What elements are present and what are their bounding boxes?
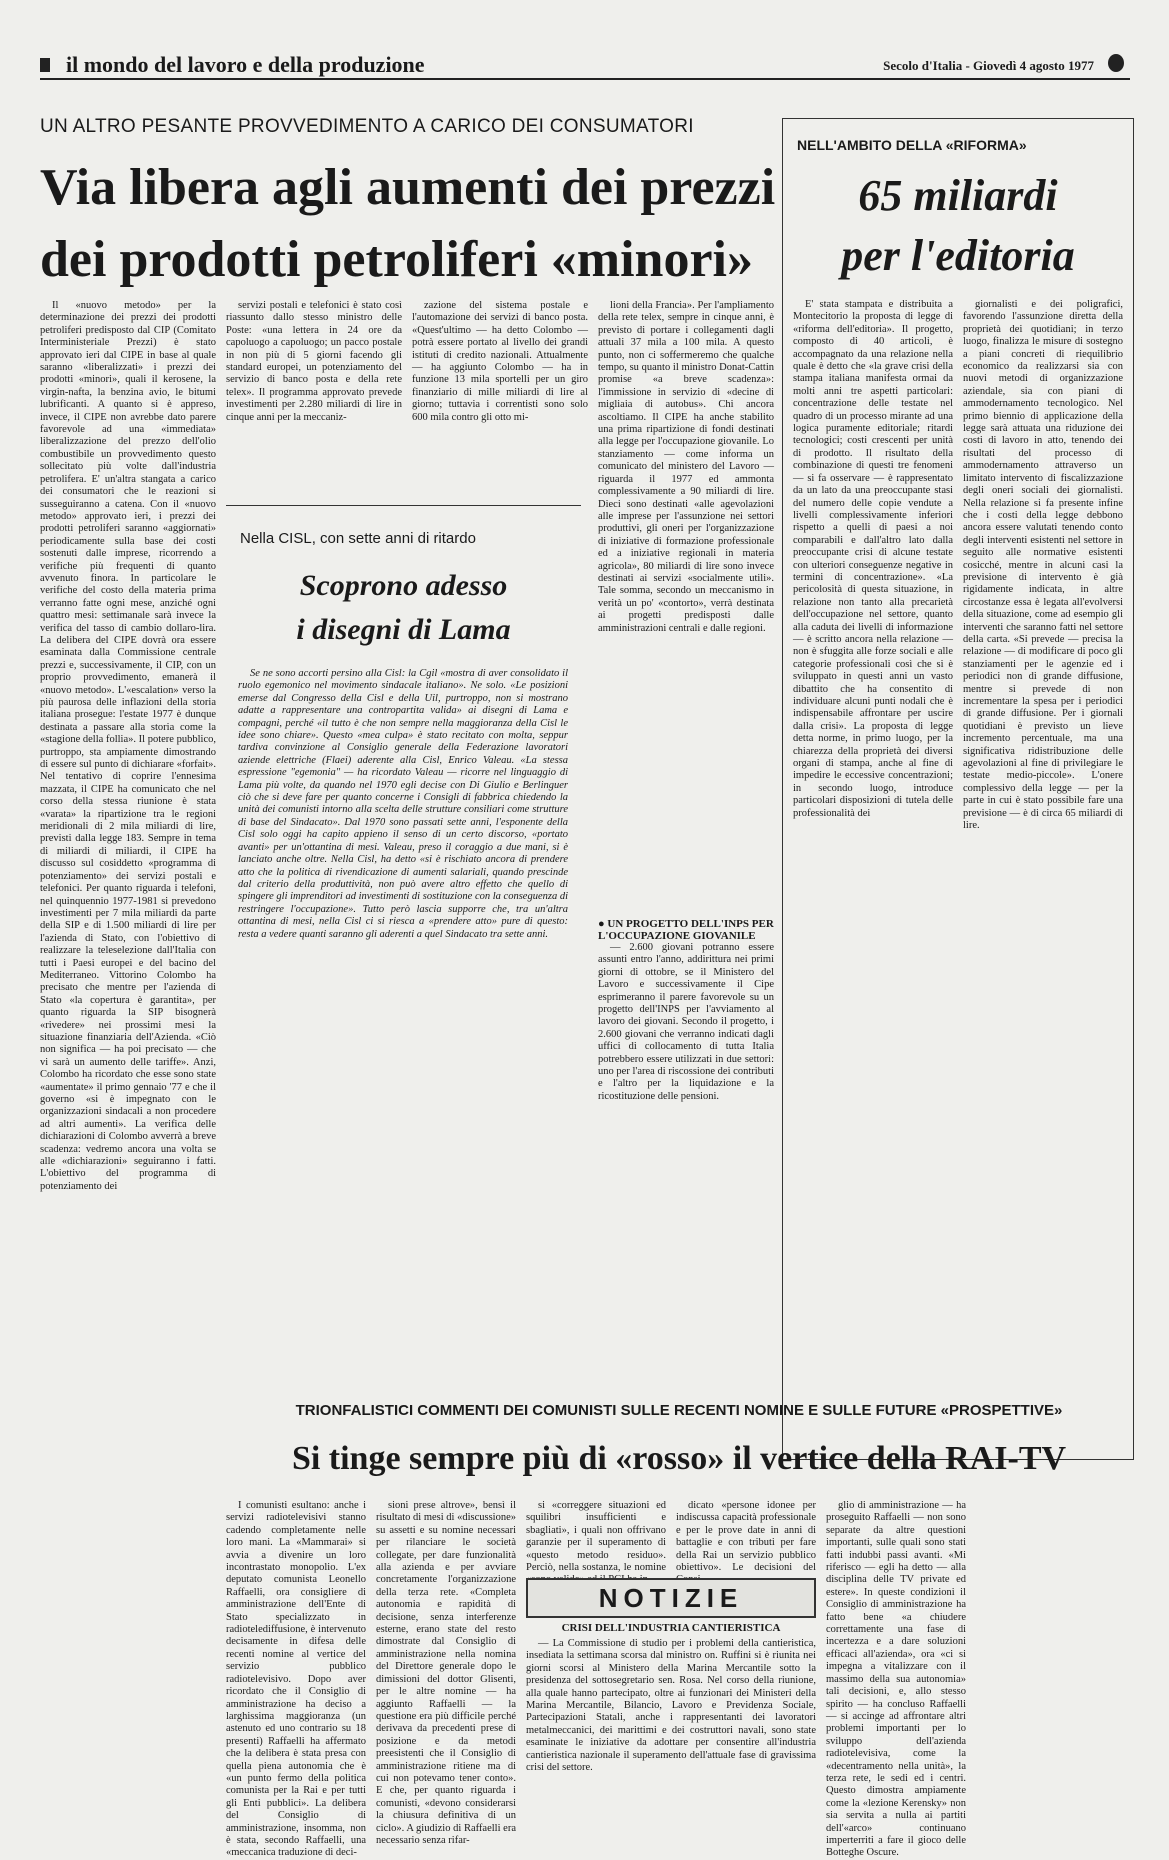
inps-insert-text: — 2.600 giovani potranno essere assunti entro l'anno, addirittura nei primi giorni di ottobre, se il Ministero del Lavoro e successivamente il Cipe esprimeranno il parere favorevole su un progetto dell'INPS per l'avviamento al lavoro dei giovani. Secondo il progetto, i 2.600 giovani che verranno indicati dagli uffici di collocamento di tutta Italia potrebbero essere utilizzati in due settori: uno per l'area di riscossione dei contributi e l'altro per la liquidazione e la ricostituzione delle pensioni. [598, 942, 774, 1102]
notizie-item-title: CRISI DELL'INDUSTRIA CANTIERISTICA [561, 1622, 781, 1634]
section-title: il mondo del lavoro e della produzione [66, 52, 425, 77]
rai-column-1 [226, 1500, 366, 1859]
editoria-title-line2: per l'editoria [841, 231, 1075, 280]
rai-column-5-text: glio di amministrazione — ha proseguito Raffaelli — non sono separate da altre questioni importanti, sulle quali sono stati fatti indubbi passi avanti. «Mi riferisco — egli ha detto — alla disciplina delle TV private ed estere». In queste condizioni il Consiglio di amministrazione ha fatto bene «a chiudere correttamente una fase di incertezza e a dare soluzioni efficaci all'azienda», ora «ci si impegna a vitalizzare con il massimo della sua autonomia» tali decisioni, e, allo stesso spirito — ha concluso Raffaelli — si accinge ad affrontare altri problemi importanti per lo sviluppo dell'azienda radiotelevisiva, come la «decentramento nella unità», la terza rete, le sedi ed i centri. Questo dimostra ampiamente come la «lezione Kerensky» non sia servita a nulla ai partiti dell'«arco» continuano imperterriti a fare il gioco delle Botteghe Oscure. [826, 1500, 966, 1859]
rai-column-1-text: I comunisti esultano: anche i servizi radiotelevisivi stanno cadendo completamente nelle loro mani. La «Mammarai» si avvia a divenire un loro incontrastato monopolio. L'ex deputato comunista Leonello Raffaelli, ora consigliere di amministrazione dell'Ente di Stato specializzato in radiotelediffusione, è intervenuto decisamente in difesa delle recenti nomine al vertice del servizio pubblico radiotelevisivo. Dopo aver ricordato che il Consiglio di amministrazione ha deciso a larghissima maggioranza (un astenuto ed uno contrario su 18 presenti) Raffaelli ha affermato che la delibera è stata presa con quella piena autonomia che è «un punto fermo della politica comunista per la Rai e per tutti gli Enti pubblici». La delibera del Consiglio di amministrazione, insomma, non è stata, secondo Raffaelli, una «meccanica traduzione di deci- [226, 1500, 366, 1859]
main-column-3 [412, 300, 588, 490]
rai-column-4-text: dicato «persone idonee per indiscussa capacità professionale e per le prove date in anni di battaglie e con tributi per fare della Rai un servizio pubblico obiettivo». Le decisioni del [676, 1500, 816, 1574]
cisl-kicker: Nella CISL, con sette anni di ritardo [240, 530, 476, 547]
rai-column-2 [376, 1500, 516, 1846]
main-title-line2: dei prodotti petroliferi «minori» [40, 231, 753, 288]
editoria-column-2-text: giornalisti e dei poligrafici, favorendo l'assunzione diretta della proprietà dei quotidiani; in terzo luogo, finalizza le misure di sostegno a piani concreti di riequilibrio economico da realizzarsi sia con nuovi metodi di organizzazione aziendale, sia con piani di ammodernamento tecnologico. Nel primo biennio di applicazione della legge sarà attuata una riduzione dei costi di lavoro in atto, tenendo dei risultati del processo di ammodernamento attraverso un limitato intervento di fiscalizzazione degli oneri sociali dei giornalisti. Nella relazione si fa presente infine che i costi della legge debbono ancora essere valutati tenendo conto degli interventi esistenti nel settore in seguito alle normative esistenti cosicché, mentre in alcuni casi la previsione di intervento è già rigidamente indicata, in altre circostanze essa è legata all'evolversi della situazione, come ad esempio gli interventi che saranno fatti nel settore della carta. «Si prevede — precisa la relazione — di modificare di poco gli stanziamenti per le agenzie ed i periodici non di grande diffusione, mentre si prevede di non incrementare la spesa per i periodici di grande diffusione. Per i giornali quotidiani è previsto un lieve incremento percentuale, ma una significativa ridistribuzione delle agevolazioni al fine di privilegiare le testate medio-piccole». L'onere complessivo della legge — per la parte in cui è stato possibile fare una previsione — è di circa 65 miliardi di lire. [963, 299, 1123, 832]
notizie-item-body [526, 1638, 816, 1774]
rai-title: Si tinge sempre più di «rosso» il vertice della RAI-TV [291, 1440, 1067, 1477]
notizie-item-text: — La Commissione di studio per i problemi della cantieristica, insediata la settimana scorsa dal ministro on. Ruffini si è riunita nei giorni scorsi al Ministero della Marina Mercantile sotto la presidenza del sottosegretario sen. Rosa. Nel corso della riunione, alla quale hanno partecipato, oltre ai funzionari dei Ministeri della Marina Mercantile, Bilancio, Lavoro e Previdenza Sociale, Partecipazioni Statali, anche i rappresentanti dei lavoratori metalmeccanici, dei marittimi e dei costruttori navali, sono state esaminate le iniziative da adottare per consentire all'industria cantieristica nazionale il superamento dell'attuale fase di gravissima crisi del settore. [526, 1638, 816, 1774]
inps-insert-title: ● UN PROGETTO DELL'INPS PER L'OCCUPAZIONE GIOVANILE [598, 918, 774, 942]
issue-date: Secolo d'Italia - Giovedì 4 agosto 1977 [883, 58, 1094, 73]
editoria-column-1 [793, 299, 953, 1079]
cisl-text: Se ne sono accorti persino alla Cisl: la Cgil «mostra di aver consolidato il ruolo egemonico nel movimento sindacale italiano». Ne solo. «Le posizioni emerse dal Congresso della Cisl e della Uil, purtroppo, non si mostrano adatte a rappresentare una contropartita valida» ai disegni di Lama e compagni, perché «il tutto è che non sempre nella maggioranza della Cisl le idee sono chiare». Questo «mea culpa» è stato recitato con molta, seppur tardiva convinzione al Consiglio generale della Federazione lavoratori aziende elettriche (Flaei) aderente alla Cisl, Enrico Valeau. «La stessa espressione "egemonia" — ha ricordato Valeau — ricorre nel linguaggio di Lama più volte, da quando nel 1970 egli decise con Di Giulio e Berlinguer ciò che si deve fare per quanto concerne i Consigli di fabbrica chiedendo la unità dei comunisti intorno alla scelta delle strutture consiliari come strutture di base del Sindacato». Dal 1970 sono passati sette anni, l'esponente della Cisl solo oggi ha capito appieno il senso di un certo discorso, «portato avanti» per un'ottantina di mesi. Valeau, preso il coraggio a due mani, si è lanciato anche oltre. Nella Cisl, ha detto «si è rischiato ancora di prendere atto che la politica di rivendicazione di aumenti salariali, quando prescinde dal criterio della produttività, non può avere altro effetto che quello di spingere gli imprenditori ad investimenti di sostituzione con la conseguenza di restringere l'occupazione». Tutto però lascia supporre che, tra un'altra ottantina di mesi, nella Cisl ci si riesca a «prendere atto» pure di questo: resta a vedere quanti saranno gli aderenti a quel Sindacato tra sette anni. [238, 668, 568, 940]
cisl-title-line2: i disegni di Lama [296, 613, 511, 646]
notizie-banner [526, 1578, 816, 1618]
editoria-box [782, 118, 1134, 1460]
main-column-2 [226, 300, 402, 490]
rai-column-2-text: sioni prese altrove», bensì il risultato di mesi di «discussione» su assetti e su nomine necessari per rilanciare le società collegate, per dare funzionalità alla azienda e per avviare concretamente l'organizzazione della terza rete. «Completa autonomia e rapidità di decisione, senza interferenze esterne, erano state del resto dimostrate dal Consiglio di amministrazione nella nomina del Direttore generale dopo le dimissioni del dottor Glisenti, per le altre nomine — ha aggiunto Raffaelli — la questione era più difficile perché derivava da precedenti prese di posizione e da metodi preesistenti che il Consiglio di amministrazione ritiene ma di cui non potevamo tener conto». E che, per quanto riguarda i comunisti, «devono considerarsi la chiusura definitiva di un ciclo». A giudizio di Raffaelli era necessario senza rifar- [376, 1500, 516, 1846]
inps-insert [598, 918, 774, 1398]
editoria-title-line1: 65 miliardi [858, 171, 1058, 220]
header-bullet-icon [40, 58, 50, 72]
main-column-4-text: lioni della Francia». Per l'ampliamento della rete telex, sempre in cinque anni, è previsto di portare i collegamenti dagli attuali 37 mila a 100 mila. A questo punto, non ci soffermeremo che qualche tempo, su quanto il ministro Donat-Cattin promise «a breve scadenza»: l'immissione in servizio di «decine di migliaia di autobus». Chi ancora ascoltiamo. Il CIPE ha anche stabilito una prima ripartizione di fondi destinati alla legge per l'occupazione giovanile. Lo stanziamento — come informa un comunicato del ministero del Lavoro — riguarda il 1977 ed ammonta complessivamente a 90 miliardi di lire. Dieci sono destinati «alle agevolazioni alle imprese per l'assunzione nei settori produttivi, gli oneri per l'organizzazione di iniziative di formazione professionale ed a iniziative regionali in materia agricola», 80 miliardi di lire sono invece destinati ai servizi «socialmente utili». Tale somma, secondo un meccanismo in verità un po' «contorto», verrà destinata ai progetti predisposti dalle amministrazioni centrali e dalle regioni. [598, 300, 774, 634]
main-column-1 [40, 300, 216, 1645]
rai-kicker: TRIONFALISTICI COMMENTI DEI COMUNISTI SULLE RECENTI NOMINE E SULLE FUTURE «PROSPETTIVE» [295, 1402, 1063, 1419]
cisl-body [238, 668, 568, 1230]
main-title-line1: Via libera agli aumenti dei prezzi [40, 159, 776, 216]
rai-column-3-text: si «correggere situazioni ed squilibri insufficienti e sbagliati», i quali non offrivano garanzie per il superamento di «questo metodo residuo». Perciò, nella sostanza, le nomine [526, 1500, 666, 1574]
cisl-box [226, 505, 581, 1401]
rai-column-5 [826, 1500, 966, 1859]
cisl-title-line1: Scoprono adesso [299, 569, 508, 602]
rai-column-3 [526, 1500, 666, 1574]
rai-column-4 [676, 1500, 816, 1574]
editoria-kicker: NELL'AMBITO DELLA «RIFORMA» [797, 137, 1027, 153]
main-column-3-text: zazione del sistema postale e l'automazione dei servizi di banco posta. «Quest'ultimo — ha detto Colombo — potrà essere portato al livello dei grandi istituti di credito nazionali. Attualmente — ha aggiunto Colombo — ha in funzione 13 mila sportelli per un giro finanziario di mille miliardi di lire al giorno; tuttavia i correntisti sono solo 600 mila contro gli otto mi- [412, 300, 588, 423]
inps-insert-title-text: UN PROGETTO DELL'INPS PER L'OCCUPAZIONE GIOVANILE [598, 918, 774, 942]
editoria-column-1-text: E' stata stampata e distribuita a Montecitorio la proposta di legge di «riforma dell'editoria». Il progetto, composto di 40 articoli, è accompagnato da una relazione nella quale è detto che «la grave crisi della stampa italiana manifesta ormai da molti anni tre aspetti particolari: concentrazione delle testate nel quadro di un processo mirante ad una logica puramente editoriale; ritardi tecnologici; costi crescenti per unità di prodotto. Il risultato della combinazione di questi tre fenomeni — si fa osservare — è rappresentato da un lato da una preoccupante stasi del numero delle copie vendute a livelli complessivamente inferiori rispetto a quelli di paesi a noi comparabili e dall'altro lato dalla preoccupante crisi di alcune testate con ulteriori conseguenze negative in termini di concentrazione». «La pericolosità di questa situazione, in relazione non tanto alla precarietà dell'occupazione nel settore, quanto alla caduta dei livelli di informazione — è scritto ancora nella relazione — non è sfuggita alle forze sociali e alle categorie professionali così che si è sviluppato in questi anni un vasto dibattito che ha consentito di individuare alcuni punti nodali che è indispensabile affrontare per uscire dalla crisi». La proposta di legge detta norme, in primo luogo, per la chiarezza della proprietà dei diversi organi di stampa, anche al fine di impedire le eccessive concentrazioni; in secondo luogo, introduce particolari disposizioni di tutela delle professionalità dei [793, 299, 953, 819]
main-column-4 [598, 300, 774, 910]
notizie-title: NOTIZIE [598, 1583, 744, 1613]
page-header [40, 52, 1130, 80]
page-number-badge [1108, 54, 1124, 72]
inps-insert-body [598, 942, 774, 1362]
main-column-2-text: servizi postali e telefonici è stato così riassunto dallo stesso ministro delle Poste: «una lettera in 24 ore da capoluogo a capoluogo; un pacco postale in non più di 5 giorni facendo gli standard europei, un potenziamento del servizio di banco posta e della rete telex». Il programma approvato prevede investimenti per 2.280 miliardi di lire in cinque anni per la meccaniz- [226, 300, 402, 423]
main-kicker: UN ALTRO PESANTE PROVVEDIMENTO A CARICO DEI CONSUMATORI [40, 116, 694, 137]
notizie-section [526, 1578, 816, 1774]
main-column-1-text: Il «nuovo metodo» per la determinazione dei prezzi dei prodotti petroliferi predisposto dal CIP (Comitato Interministeriale Prezzi) è stato approvato ieri dal CIPE in base al quale saranno «liberalizzati» i prezzi dei prodotti «minori», quali il kerosene, la virgin-nafta, la benzina avio, le bitumi lubrificanti. A quanto si è appreso, invece, il CIPE non avrebbe dato parere favorevole ad una «immediata» liberalizzazione del prezzo dell'olio combustibile un provvedimento questo sollecitato più volte dall'industria petrolifera. E' un'altra stangata a carico dei consumatori che le reazioni si susseguiranno a catena. Con il «nuovo metodo» approvato ieri, i prezzi dei prodotti petroliferi saranno «aggiornati» periodicamente sulla base dei costi sostenuti dalle imprese, ricorrendo a verifiche più frequenti di quanto avvenuto finora. In particolare le verifiche del costo della materia prima verranno fatte ogni mese, anziché ogni quattro mesi: settimanale sarà invece la verifica del tasso di cambio dollaro-lira. La delibera del CIPE dovrà ora essere esaminata dalla Commissione centrale prezzi e, successivamente, il CIP, con un proprio provvedimento, emanerà il «nuovo metodo». L'«escalation» verso la più paurosa delle inflazioni della storia italiana prosegue: l'estate 1977 è dunque destinata a passare alla storia come la «stagione della follia». Il potere pubblico, purtroppo, sta ampiamente dimostrando di essere sul punto di dichiarare «forfait». Nel tentativo di coprire l'ennesima mazzata, il CIPE ha comunicato che nel corso della stessa riunione è stata «varata» la ripartizione tra le regioni meridionali di 2 mila miliardi di lire, previsti dalla legge 183. Sempre in tema di miliardi di miliardi, il CIPE ha discusso sul cosiddetto «programma di potenziamento» dei servizi postali e telefonici. Per quanto riguarda i telefoni, nel quinquennio 1977-1981 si prevedono investimenti per 7 mila miliardi da parte della SIP e di 1.500 miliardi di lire per l'azienda di Stato, con l'obiettivo di realizzare la teleselezione dall'Italia con tutti i Paesi europei e del bacino del Mediterraneo. Vittorino Colombo ha precisato che mentre per l'azienda di Stato «la copertura è garantita», per quanto riguarda la SIP bisognerà «rivedere» nei prossimi mesi la situazione finanziaria dell'Azienda. «Ciò non significa — ha poi precisato — che vi sarà un aumento delle tariffe». Anzi, Colombo ha ricordato che esse sono state «aumentate» il primo gennaio '77 e che il governo «si è impegnato con le organizzazioni sindacali a non procedere ad altri aumenti». La verifica delle dichiarazioni di Colombo avverrà a breve scadenza: vedremo ancora una volta se alle «dichiarazioni» seguiranno i fatti. L'obiettivo del programma di potenziamento dei [40, 300, 216, 1192]
editoria-column-2 [963, 299, 1123, 1079]
